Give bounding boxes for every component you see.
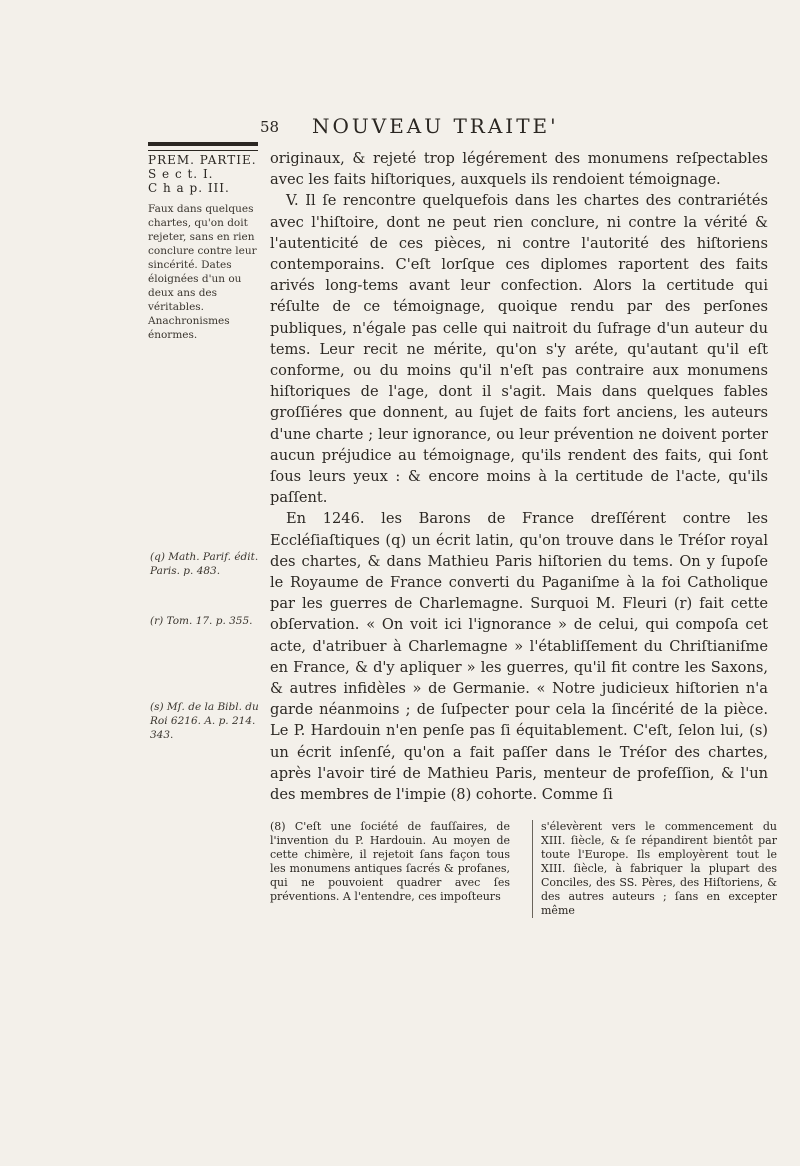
footnote-8-left: (8) C'eſt une ſociété de fauſſaires, de l'invention du P. Hardouin. Au moyen de cette chimère, il rejetoit ſans façon tous les monumens antiques ſacrés & profanes, qui ne pouvoient quadrer avec ſes préventions. A l'entendre, ces impoſteurs	[270, 820, 510, 903]
tab-rule-thin	[148, 150, 258, 151]
paragraph-1: originaux, & rejeté trop légérement des monumens reſpectables avec les faits hiſtoriques, auxquels ils rendoient témoignage.	[270, 150, 768, 189]
page-number: 58	[260, 118, 280, 136]
paragraph-3: En 1246. les Barons de France dreſſérent contre les Eccléſiaſtiques (q) un écrit latin, qu'on trouve dans le Tréſor royal des chartes, & dans Mathieu Paris hiſtorien du tems. On y ſupoſe le Royaume de France converti du Paganiſme à la foi Catholique par les guerres de Charlemagne. Surquoi M. Fleuri (r) fait cette obſervation. « On voit ici l'ignorance » de celui, qui compoſa cet acte, d'atribuer à Charlemagne » l'établiſſement du Chriſtianiſme en France, & d'y apliquer » les guerres, qu'il fit contre les Saxons, & autres infidèles » de Germanie. « Notre judicieux hiſtorien n'a garde néanmoins ; de ſuſpecter pour cela la ſincérité de la pièce. Le P. Hardouin n'en penſe pas ſi équitablement. C'eſt, ſelon lui, (s) un écrit inſenſé, qu'on a fait paſſer dans le Tréſor des chartes, après l'avoir tiré de Mathieu Paris, menteur de profeſſion, & l'un des membres de l'impie (8) cohorte. Comme ſi	[270, 510, 768, 804]
margin-note-s: (s) Mſ. de la Bibl. du Roi 6216. A. p. 214. 343.	[150, 701, 259, 741]
main-text	[270, 148, 768, 805]
section-label: S e c t. I.	[148, 167, 214, 181]
tab-rule-thick	[148, 142, 258, 146]
section-tab	[148, 142, 258, 195]
margin-summary: Faux dans quelques chartes, qu'on doit rejeter, sans en rien conclure contre leur sincérité. Dates éloignées d'un ou deux ans des véritables. Anachronismes énormes.	[148, 203, 257, 341]
margin-note-q: (q) Math. Parif. édit. Paris. p. 483.	[150, 551, 259, 577]
page-header	[260, 114, 780, 144]
margin-note-r: (r) Tom. 17. p. 355.	[150, 615, 253, 627]
chapter-label: C h a p. III.	[148, 181, 230, 195]
footnote-8-right: s'élevèrent vers le commencement du XIII. ſiècle, & ſe répandirent bientôt par toute l'Europe. Ils employèrent tout le XIII. ſiècle, à fabriquer la plupart des Conciles, des SS. Pères, des Hiſtoriens, & des autres auteurs ; ſans en excepter même	[532, 820, 777, 918]
part-label: PREM. PARTIE.	[148, 153, 257, 167]
paragraph-2: V. Il ſe rencontre quelquefois dans les chartes des contrariétés avec l'hiſtoire, dont ne peut rien conclure, ni contre la vérité & l'autenticité de ces pièces, ni contre l'autorité des hiſtoriens contemporains. C'eſt lorſque ces diplomes raportent des faits arivés long-tems avant leur confection. Alors la certitude qui réſulte de ce témoignage, quoique rendu par des perſones publiques, n'égale pas celle qui naitroit du ſufrage d'un auteur du tems. Leur recit ne mérite, qu'on s'y aréte, qu'autant qu'il eſt conforme, ou du moins qu'il n'eſt pas contraire aux monumens hiſtoriques de l'age, dont il s'agit. Mais dans quelques fables groſſiéres que donnent, au ſujet de faits fort anciens, les auteurs d'une charte ; leur ignorance, ou leur prévention ne doivent porter aucun préjudice au témoignage, qu'ils rendent des faits, qui ſont ſous leurs yeux : & encore moins à la certitude de l'acte, qu'ils paſſent.	[270, 192, 768, 507]
running-head: NOUVEAU TRAITE'	[312, 114, 559, 138]
